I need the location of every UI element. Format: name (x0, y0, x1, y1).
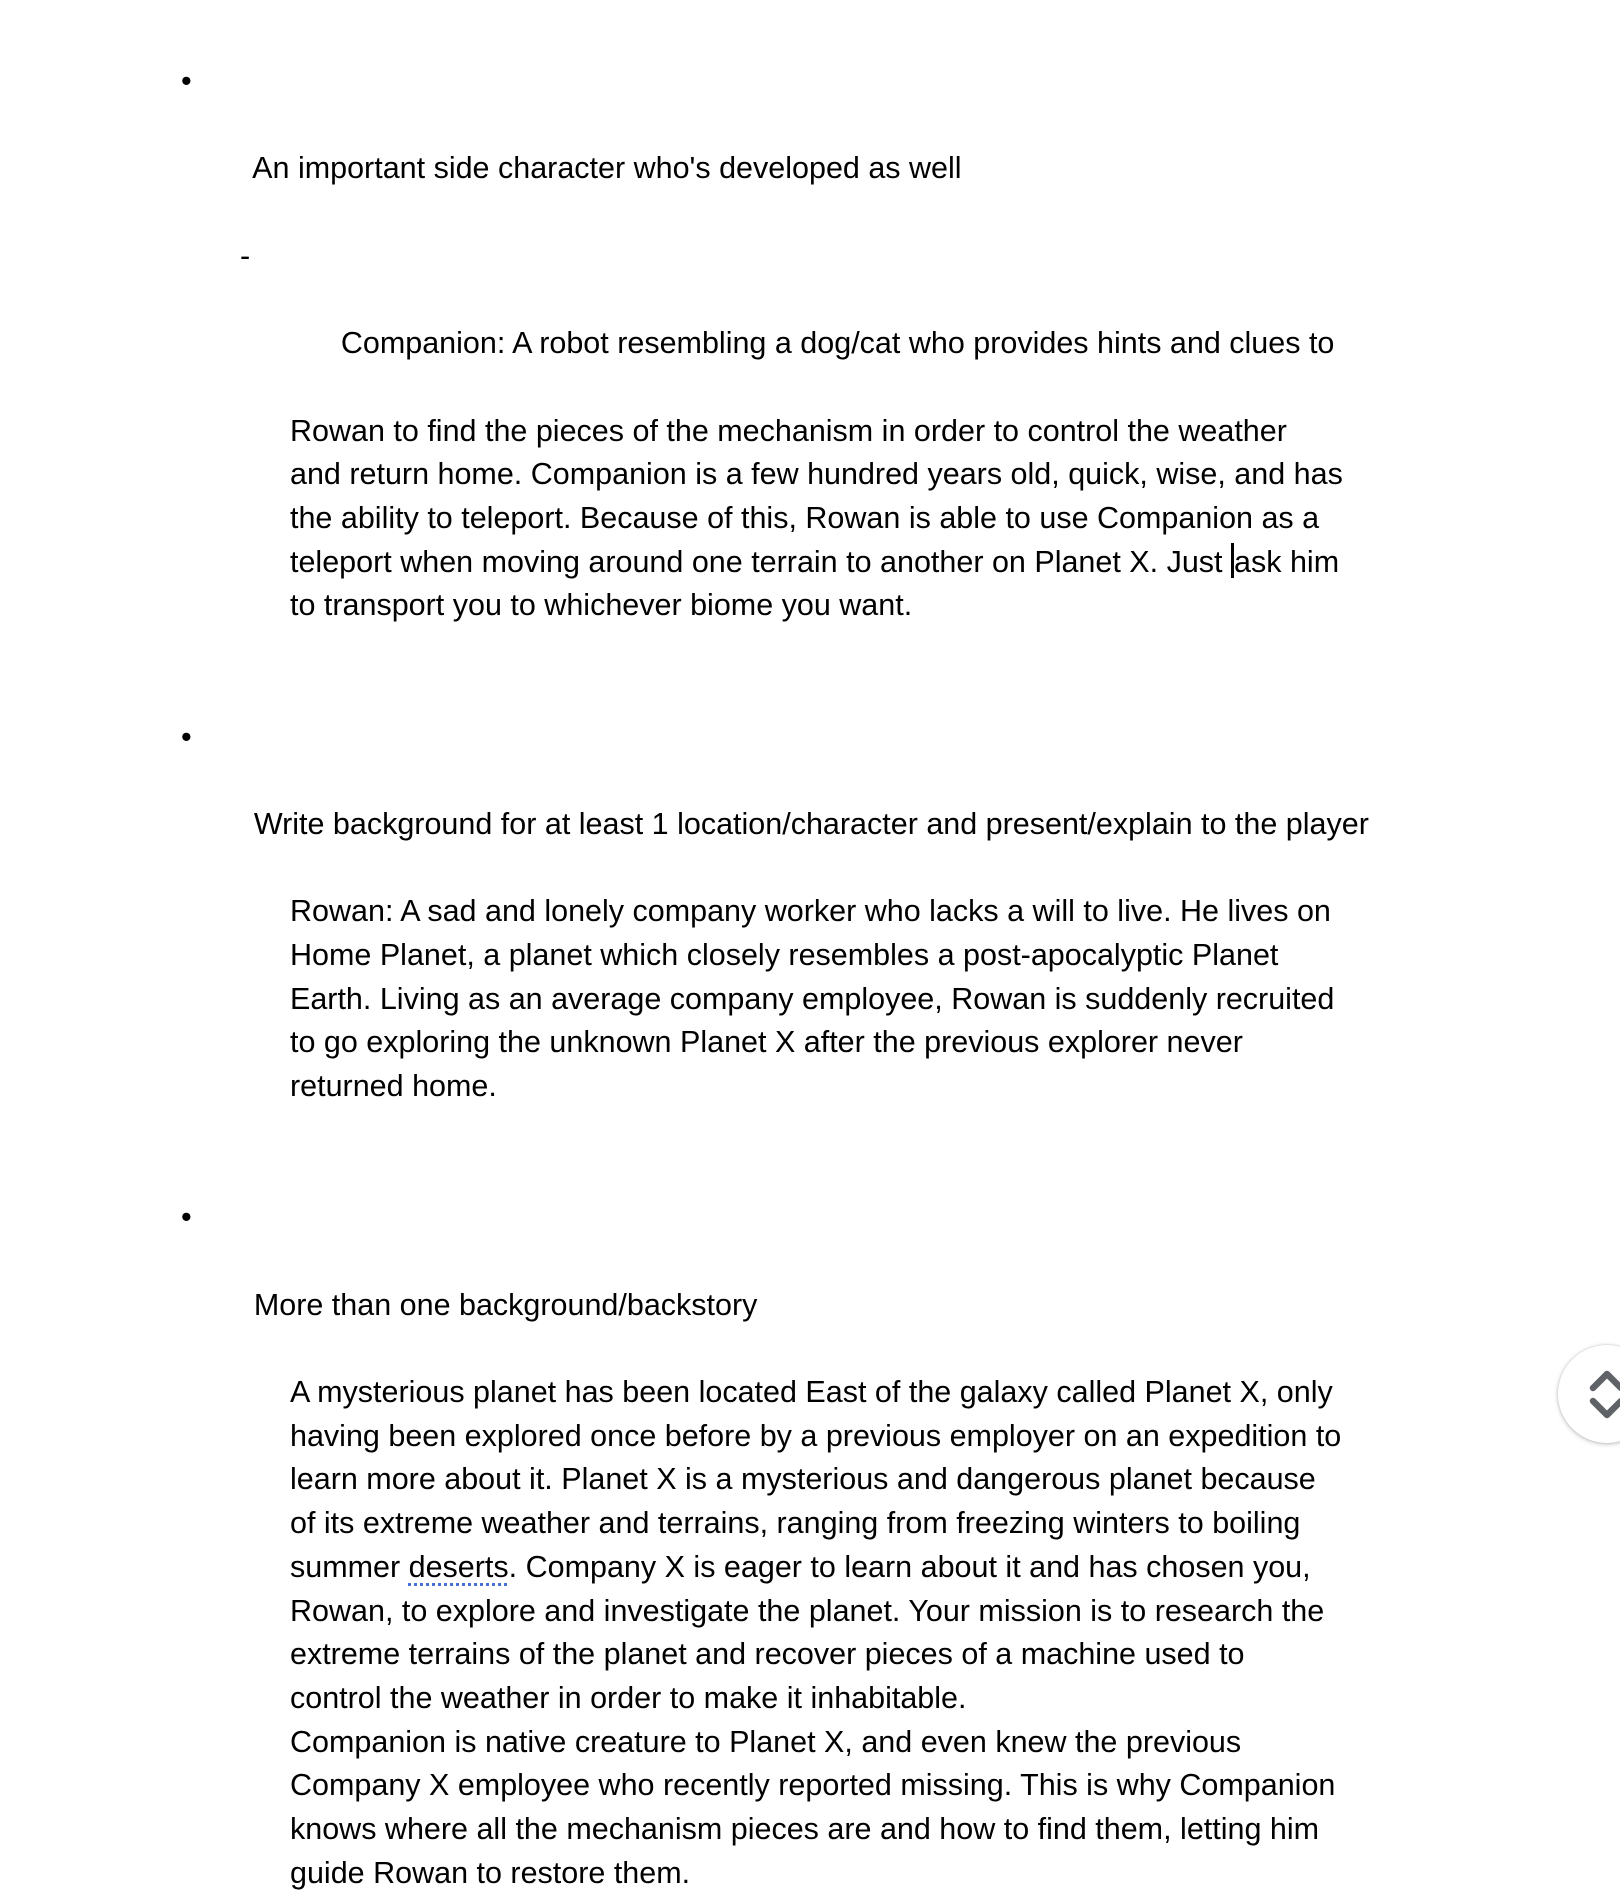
blank-lines (0, 628, 1620, 715)
dash-marker: - (240, 238, 251, 273)
list-item-text: More than one background/backstory (253, 1287, 758, 1322)
text-line[interactable]: the ability to teleport. Because of this, Rowan is able to use Companion as a (290, 501, 1320, 536)
text-line[interactable]: guide Rowan to restore them. (290, 1855, 691, 1890)
text-line[interactable]: to go exploring the unknown Planet X after the previous explorer never (290, 1025, 1243, 1060)
blank-lines (0, 1109, 1620, 1196)
text-segment: summer (290, 1549, 409, 1584)
bullet-list-item[interactable] (0, 60, 1620, 235)
text-line[interactable]: A mysterious planet has been located East of the galaxy called Planet X, only (290, 1375, 1333, 1410)
document-text[interactable] (0, 60, 1620, 1896)
text-line[interactable] (0, 541, 1620, 585)
text-line[interactable]: Rowan, to explore and investigate the planet. Your mission is to research the (290, 1593, 1325, 1628)
text-line[interactable]: having been explored once before by a previous employer on an expedition to (290, 1418, 1342, 1453)
text-line[interactable] (0, 1546, 1620, 1590)
chevron-down-icon (1587, 1396, 1620, 1422)
text-line[interactable]: learn more about it. Planet X is a mysterious and dangerous planet because (290, 1462, 1316, 1497)
text-line[interactable]: Company X employee who recently reported missing. This is why Companion (290, 1768, 1336, 1803)
scroll-down-button[interactable] (1585, 1394, 1620, 1423)
text-line[interactable]: returned home. (290, 1069, 497, 1104)
text-line[interactable]: Rowan to find the pieces of the mechanism in order to control the weather (290, 413, 1287, 448)
text-line[interactable]: Companion is native creature to Planet X, and even knew the previous (290, 1724, 1242, 1759)
scroll-up-button[interactable] (1585, 1365, 1620, 1394)
text-segment: . Company X is eager to learn about it and has chosen you, (508, 1549, 1311, 1584)
grammar-suggestion-word[interactable]: deserts (408, 1549, 509, 1584)
bullet-marker: • (181, 64, 192, 98)
bullet-marker: • (181, 719, 192, 754)
text-line[interactable]: to transport you to whichever biome you want. (290, 588, 913, 623)
text-segment: ask him (1234, 544, 1340, 579)
text-line[interactable]: Rowan: A sad and lonely company worker who lacks a will to live. He lives on (290, 894, 1331, 929)
text-line[interactable]: knows where all the mechanism pieces are and how to find them, letting him (290, 1812, 1320, 1847)
bullet-list-item[interactable] (0, 1196, 1620, 1371)
text-line[interactable]: control the weather in order to make it inhabitable. (290, 1680, 967, 1715)
list-item-text: Write background for at least 1 location/character and present/explain to the player (253, 806, 1369, 841)
text-segment: teleport when moving around one terrain to another on Planet X. Just (290, 544, 1232, 579)
text-line[interactable]: and return home. Companion is a few hundred years old, quick, wise, and has (290, 457, 1343, 492)
text-line[interactable]: Home Planet, a planet which closely resembles a post-apocalyptic Planet (290, 938, 1279, 973)
list-item-text: An important side character who's developed as well (252, 151, 962, 186)
text-line[interactable]: extreme terrains of the planet and recover pieces of a machine used to (290, 1637, 1245, 1672)
text-line[interactable]: Earth. Living as an average company employee, Rowan is suddenly recruited (290, 981, 1335, 1016)
bullet-list-item[interactable] (0, 716, 1620, 891)
text-line[interactable] (0, 235, 1620, 410)
bullet-marker: • (181, 1200, 192, 1235)
text-line[interactable]: of its extreme weather and terrains, ranging from freezing winters to boiling (290, 1506, 1301, 1541)
chevron-up-icon (1587, 1367, 1620, 1393)
text-segment: Companion: A robot resembling a dog/cat who provides hints and clues to (340, 326, 1335, 361)
